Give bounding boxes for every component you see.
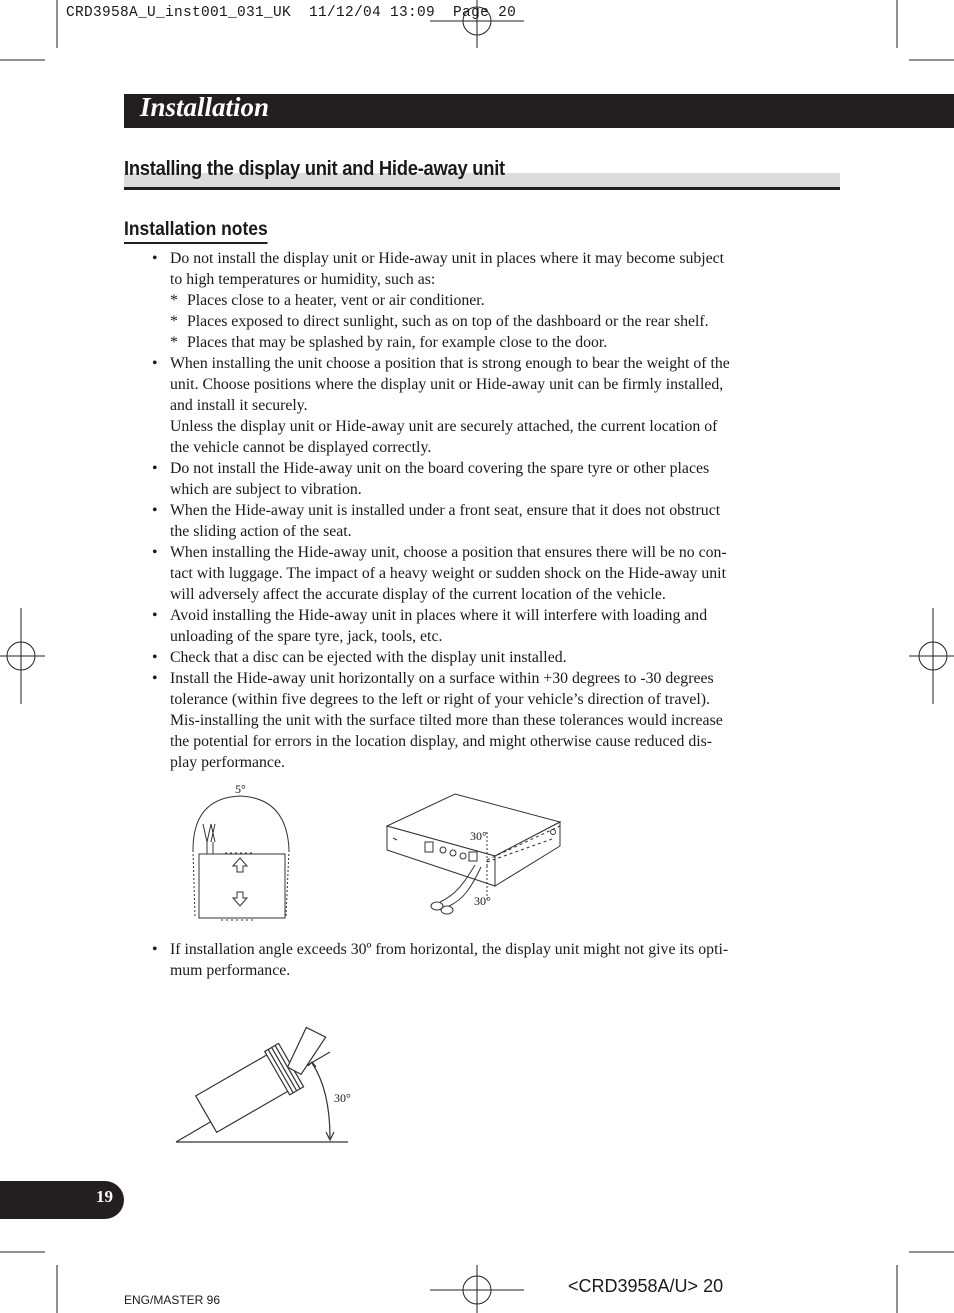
list-item (150, 353, 812, 458)
subsection-title: Installing the display unit and Hide-away unit (124, 158, 505, 180)
text-line: unit. Choose positions where the display unit or Hide-away unit can be firmly installed, (170, 376, 724, 393)
list-item (150, 668, 812, 773)
text-line: • Install the Hide-away unit horizontally on a surface within +30 degrees to -30 degrees (170, 670, 714, 687)
page-number: 19 (96, 1187, 113, 1206)
text-line: Unless the display unit or Hide-away unit are securely attached, the current location of (170, 418, 718, 435)
fig1-angle-label: 5° (235, 782, 246, 796)
text-line: the sliding action of the seat. (170, 523, 352, 540)
text-line: the potential for errors in the location display, and might otherwise cause reduced dis- (170, 733, 713, 750)
text-line: • Check that a disc can be ejected with the display unit installed. (170, 649, 567, 666)
text-line: which are subject to vibration. (170, 481, 362, 498)
text-line: • If installation angle exceeds 30º from horizontal, the display unit might not give its opti- (170, 941, 729, 958)
notes-heading: Installation notes (124, 218, 268, 244)
text-line: • Avoid installing the Hide-away unit in places where it will interfere with loading and (170, 607, 708, 624)
sub-list-item: * Places exposed to direct sunlight, such as on top of the dashboard or the rear shelf. (150, 311, 812, 332)
list-item (150, 248, 812, 290)
installation-angle-note (150, 939, 812, 981)
list-item (150, 939, 812, 981)
text-line: will adversely affect the accurate display of the current location of the vehicle. (170, 586, 666, 603)
section-title: Installation (140, 92, 270, 122)
text-line: mum performance. (170, 962, 291, 979)
text-line: play performance. (170, 754, 285, 771)
text-line: • When installing the Hide-away unit, choose a position that ensures there will be no con- (170, 544, 727, 561)
fig3-angle-label: 30° (334, 1091, 351, 1105)
text-line: to high temperatures or humidity, such as: (170, 271, 436, 288)
footer-left: ENG/MASTER 96 (124, 1293, 221, 1307)
text-line: and install it securely. (170, 397, 308, 414)
sub-list-item: * Places close to a heater, vent or air conditioner. (150, 290, 812, 311)
list-item (150, 605, 812, 647)
installation-notes-list (150, 248, 812, 773)
text-line: the vehicle cannot be displayed correctly. (170, 439, 432, 456)
fig2-angle-top-label: 30° (470, 829, 487, 843)
text-line: • Do not install the display unit or Hide-away unit in places where it may become subject (170, 250, 725, 267)
text-line: unloading of the spare tyre, jack, tools, etc. (170, 628, 443, 645)
footer-right: <CRD3958A/U> 20 (568, 1276, 724, 1296)
print-slug: CRD3958A_U_inst001_031_UK 11/12/04 13:09 Page 20 (66, 5, 517, 21)
list-item (150, 647, 812, 668)
text-line: • When the Hide-away unit is installed under a front seat, ensure that it does not obstruct (170, 502, 721, 519)
fig2-angle-bottom-label: 30° (474, 894, 491, 908)
list-item (150, 542, 812, 605)
sub-list-item: * Places that may be splashed by rain, for example close to the door. (150, 332, 812, 353)
list-item (150, 500, 812, 542)
subsection-rule (124, 187, 840, 190)
text-line: tolerance (within five degrees to the left or right of your vehicle’s direction of travel). (170, 691, 710, 708)
slope-figure (170, 990, 360, 1150)
text-line: • When installing the unit choose a position that is strong enough to bear the weight of the (170, 355, 730, 372)
text-line: • Do not install the Hide-away unit on the board covering the spare tyre or other places (170, 460, 710, 477)
display-unit-tilt-figure (185, 780, 295, 925)
text-line: tact with luggage. The impact of a heavy weight or sudden shock on the Hide-away unit (170, 565, 726, 582)
text-line: Mis-installing the unit with the surface tilted more than these tolerances would increase (170, 712, 723, 729)
list-item (150, 458, 812, 500)
